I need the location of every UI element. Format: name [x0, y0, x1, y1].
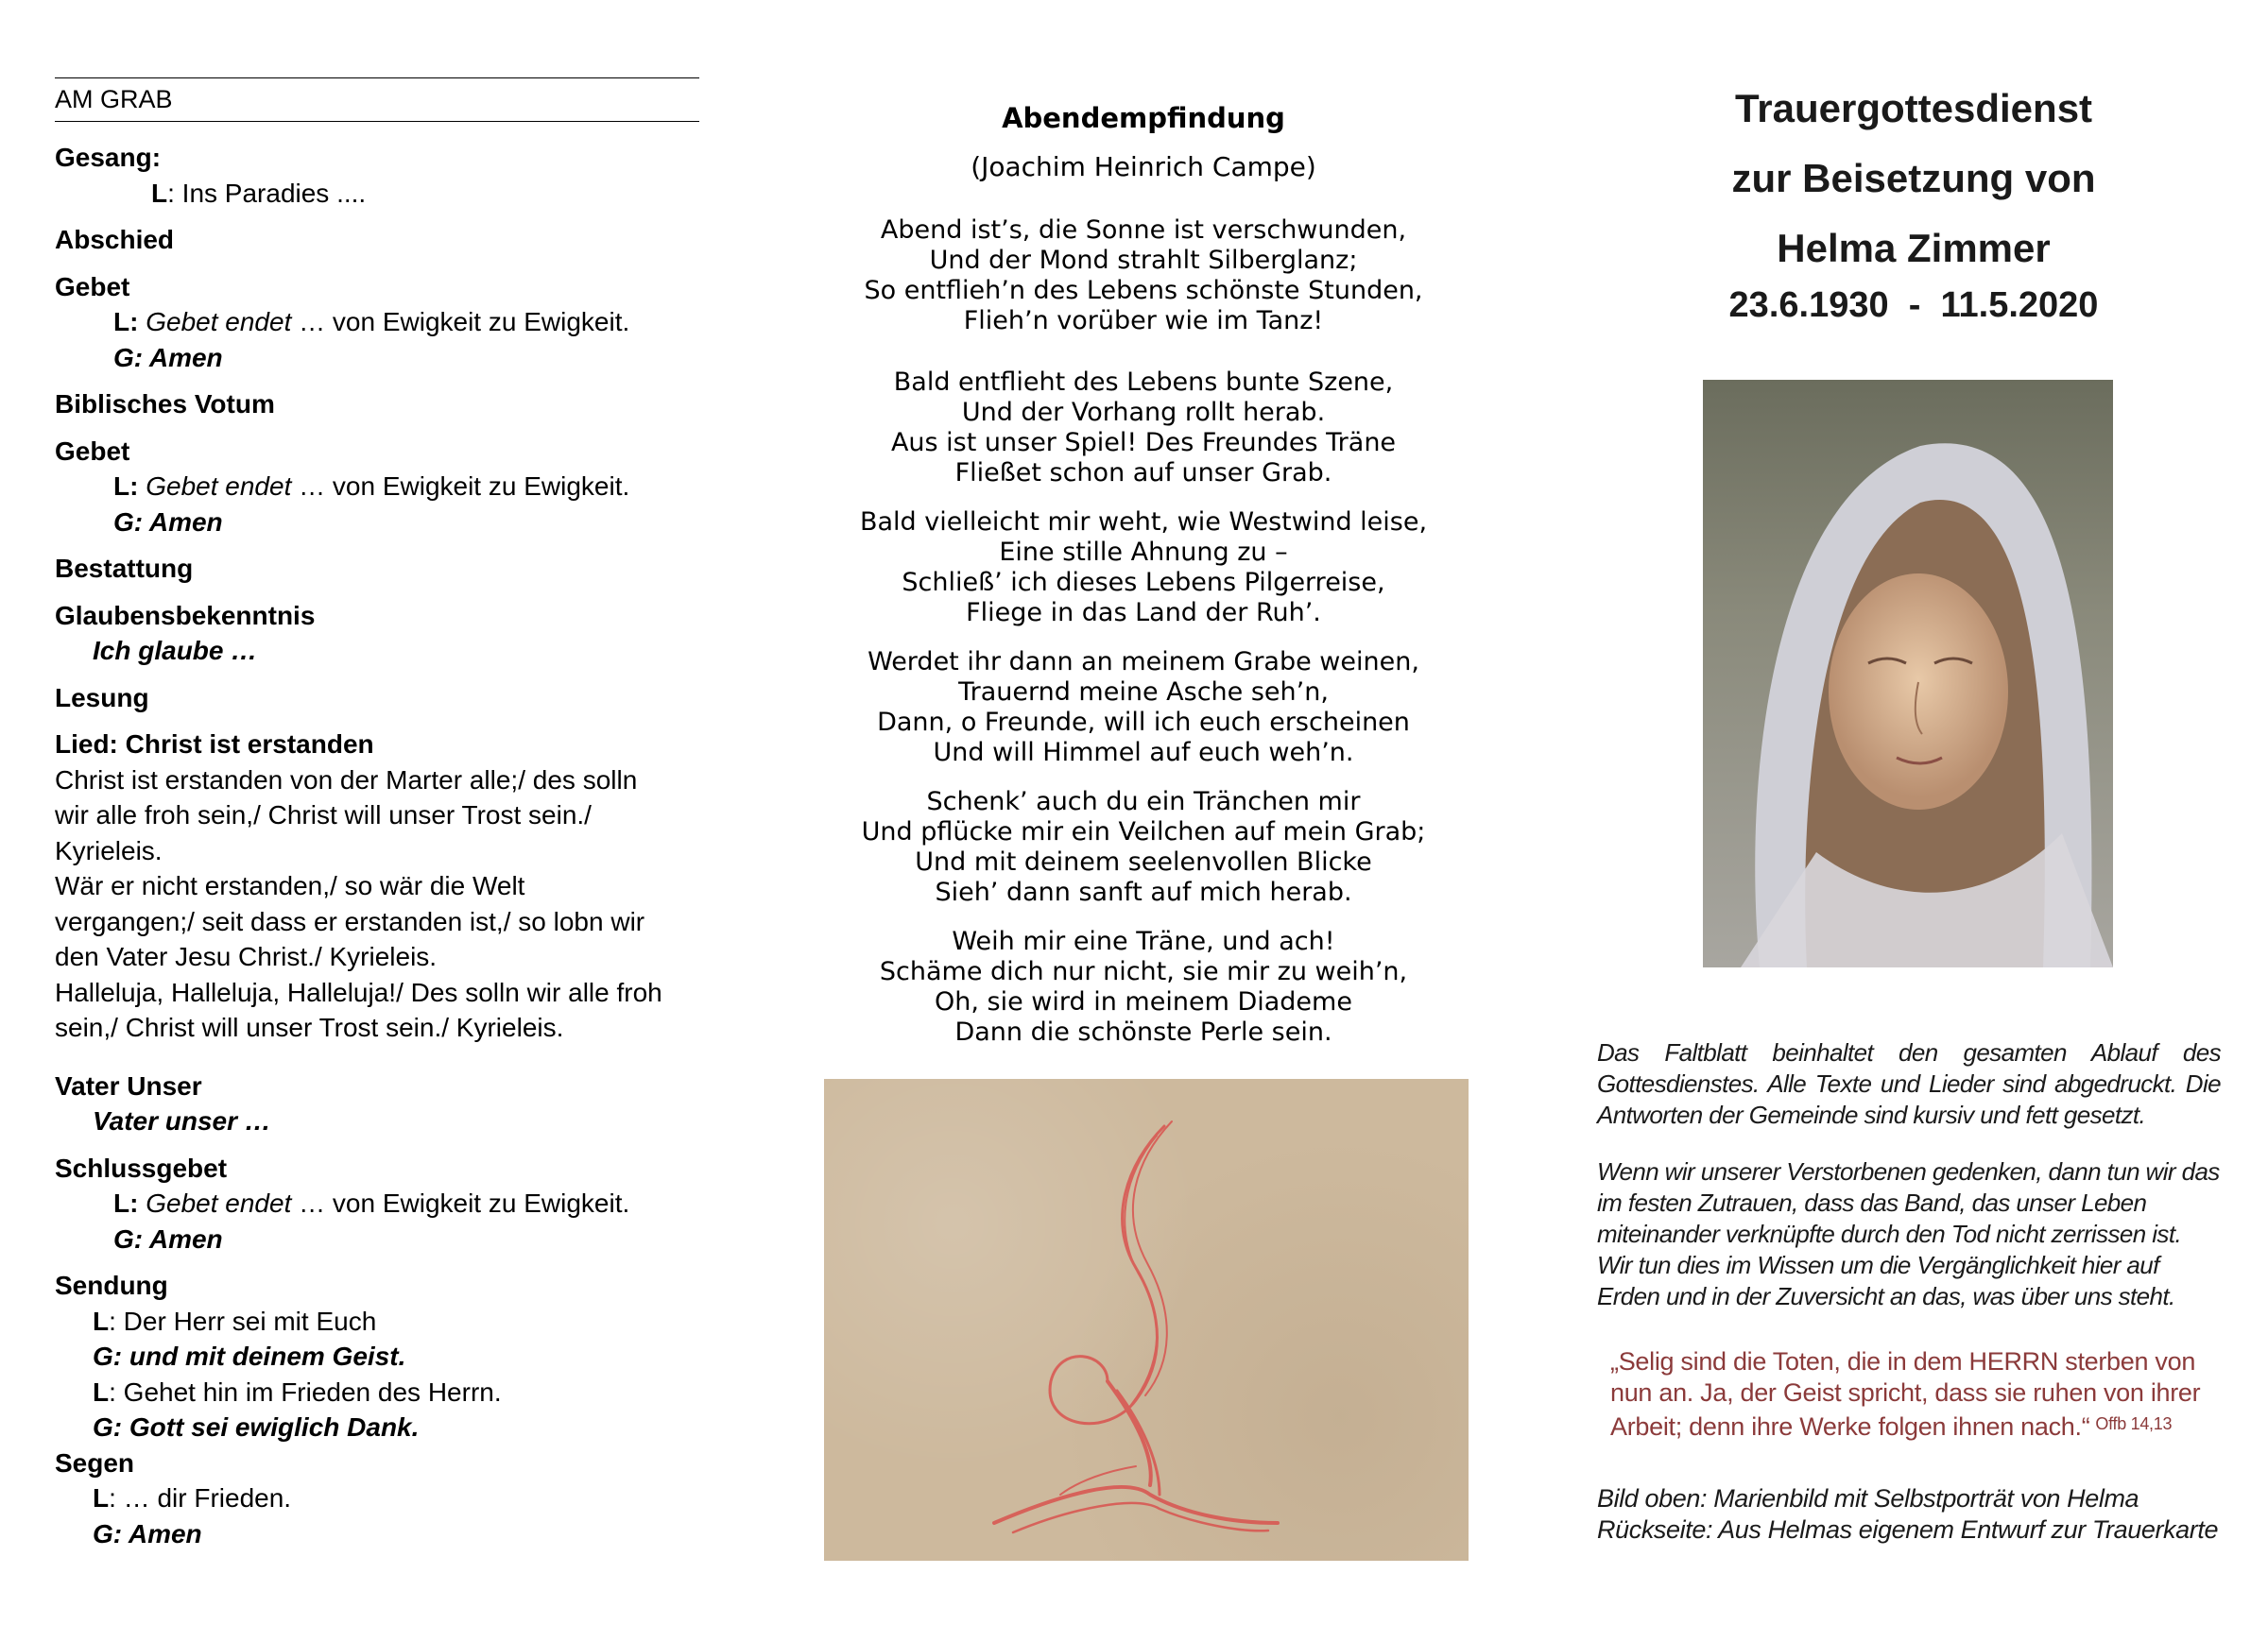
stanza: Bald vielleicht mir weht, wie Westwind leise, Eine stille Ahnung zu – Schließ’ ich dieses Lebens Pilgerreise, Fliege in das Land der Ruh’.	[859, 507, 1428, 627]
lied-line: Wär er nicht erstanden,/ so wär die Welt	[55, 871, 525, 900]
section-title: AM GRAB	[55, 85, 173, 113]
gebet-1-amen: G: Amen	[113, 342, 223, 372]
heading-vater: Vater Unser	[55, 1070, 202, 1101]
cover-title: Trauergottesdienst zur Beisetzung von Helma Zimmer	[1731, 86, 2096, 270]
flame-drawing-image	[824, 1079, 1469, 1561]
left-panel	[55, 0, 707, 1625]
heading-gebet-2: Gebet	[55, 436, 130, 466]
stanza: Werdet ihr dann an meinem Grabe weinen, Trauernd meine Asche seh’n, Dann, o Freunde, will ich euch erscheinen Und will Himmel auf euch weh’n.	[868, 647, 1419, 767]
agenda	[55, 140, 707, 1551]
portrait-icon	[1703, 380, 2113, 967]
section-rule	[55, 121, 699, 122]
leaflet-description: Das Faltblatt beinhaltet den gesamten Ablauf des Gottesdienstes. Alle Texte und Lieder sind abgedruckt. Die Antworten der Gemeinde sind kursiv und fett gesetzt.	[1597, 1038, 2221, 1129]
heading-sendung: Sendung	[55, 1271, 168, 1300]
glaube-text: Ich glaube …	[93, 636, 258, 665]
lied-line: sein,/ Christ will unser Trost sein./ Kyrieleis.	[55, 1013, 564, 1042]
schluss-line: L: Gebet endet … von Ewigkeit zu Ewigkeit.	[113, 1189, 630, 1218]
lied-line: Christ ist erstanden von der Marter alle;/ des solln	[55, 764, 638, 795]
top-rule	[55, 77, 699, 78]
cover-panel	[1597, 0, 2230, 1625]
heading-glaube: Glaubensbekenntnis	[55, 600, 316, 630]
vater-text: Vater unser …	[93, 1106, 271, 1136]
gebet-1-line: L: Gebet endet … von Ewigkeit zu Ewigkeit.	[113, 307, 630, 336]
segen-amen: G: Amen	[93, 1518, 202, 1548]
poem-panel	[794, 0, 1493, 1625]
stanza: Abend ist’s, die Sonne ist verschwunden, Und der Mond strahlt Silberglanz; So entflieh’n des Lebens schönste Stunden, Flieh’n vorüber wie im Tanz!	[864, 215, 1423, 335]
stanza: Bald entflieht des Lebens bunte Szene, Und der Vorhang rollt herab. Aus ist unser Spiel! Des Freundes Träne Fließet schon auf unser Grab.	[890, 368, 1397, 488]
heading-schluss: Schlussgebet	[55, 1153, 228, 1183]
lied-line: den Vater Jesu Christ./ Kyrieleis.	[55, 942, 438, 971]
flame-icon	[824, 1079, 1469, 1561]
heading-gesang: Gesang:	[55, 143, 162, 172]
heading-lied: Lied: Christ ist erstanden	[55, 729, 374, 759]
gesang-line: L: Ins Paradies ....	[151, 178, 367, 208]
gebet-2-amen: G: Amen	[113, 506, 223, 537]
life-dates: 23.6.1930 - 11.5.2020	[1728, 285, 2099, 325]
heading-lesung: Lesung	[55, 682, 149, 712]
quote-reference: Offb 14,13	[2095, 1414, 2173, 1433]
gebet-2-line: L: Gebet endet … von Ewigkeit zu Ewigkeit.	[113, 471, 630, 501]
sendung-line-2: G: und mit deinem Geist.	[93, 1342, 406, 1371]
heading-votum: Biblisches Votum	[55, 389, 275, 419]
lied-line: Kyrieleis.	[55, 835, 163, 865]
sendung-line-3: L: Gehet hin im Frieden des Herrn.	[93, 1377, 502, 1407]
stanza: Weih mir eine Träne, und ach! Schäme dich nur nicht, sie mir zu weih’n, Oh, sie wird in meinem Diademe Dann die schönste Perle sein.	[879, 927, 1408, 1047]
segen-line: L: … dir Frieden.	[93, 1483, 292, 1513]
remembrance-text: Wenn wir unserer Verstorbenen gedenken, dann tun wir das im festen Zutrauen, dass das Band, das unser Leben miteinander verknüpfte durch den Tod nicht zerrissen ist. Wir tun dies im Wissen um die Vergänglichkeit hier auf Erden und in der Zuversicht an das, was über uns steht.	[1597, 1157, 2220, 1310]
sendung-line-4: G: Gott sei ewiglich Dank.	[93, 1412, 420, 1442]
sendung-line-1: L: Der Herr sei mit Euch	[93, 1306, 377, 1336]
image-credits: Bild oben: Marienbild mit Selbstporträt von Helma Rückseite: Aus Helmas eigenem Entwurf zur Trauerkarte	[1597, 1484, 2219, 1544]
heading-gebet-1: Gebet	[55, 271, 130, 301]
lied-line: vergangen;/ seit dass er erstanden ist,/ so lobn wir	[55, 906, 645, 936]
poem-title: Abendempfindung	[1002, 102, 1285, 134]
lied-line: Halleluja, Halleluja, Halleluja!/ Des solln wir alle froh	[55, 977, 662, 1007]
heading-bestattung: Bestattung	[55, 554, 194, 583]
portrait-image	[1703, 380, 2113, 967]
lied-line: wir alle froh sein,/ Christ will unser Trost sein./	[55, 800, 592, 830]
heading-abschied: Abschied	[55, 225, 175, 254]
poem-body	[794, 215, 1493, 1067]
stanza: Schenk’ auch du ein Tränchen mir Und pflücke mir ein Veilchen auf mein Grab; Und mit deinem seelenvollen Blicke Sieh’ dann sanft auf mich herab.	[861, 787, 1426, 907]
heading-segen: Segen	[55, 1447, 135, 1478]
bible-quote: „Selig sind die Toten, die in dem HERRN sterben von nun an. Ja, der Geist spricht, dass sie ruhen von ihrer Arbeit; denn ihre Werke folgen ihnen nach.“ $^{Offb 14,13}$	[1610, 1347, 2201, 1441]
poem-author: (Joachim Heinrich Campe)	[971, 151, 1316, 182]
schluss-amen: G: Amen	[113, 1223, 223, 1254]
